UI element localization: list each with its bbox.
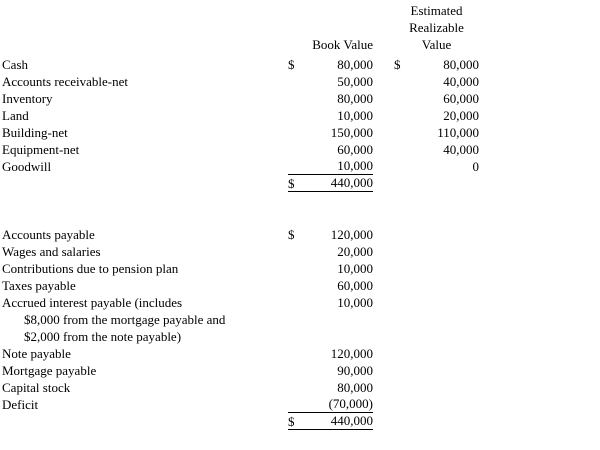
table-row-note xyxy=(0,328,600,345)
row-label: Goodwill xyxy=(2,159,52,174)
row-estimated-value: 60,000 xyxy=(443,91,479,106)
assets-total-row xyxy=(0,175,600,192)
table-row xyxy=(0,226,600,243)
estimated-realizable-header-line2: Realizable xyxy=(409,20,464,35)
liabilities-total-row xyxy=(0,413,600,430)
row-estimated-value: 110,000 xyxy=(437,125,479,140)
liabilities-total-book-value xyxy=(288,413,373,430)
row-book-value xyxy=(288,56,373,73)
table-row xyxy=(0,294,600,311)
row-label: Deficit xyxy=(2,397,39,412)
row-estimated-value xyxy=(394,56,479,73)
estimated-realizable-header-line3: Value xyxy=(421,37,452,52)
row-label: Contributions due to pension plan xyxy=(2,261,179,276)
row-book-value: 20,000 xyxy=(337,244,373,259)
table-row xyxy=(0,56,600,73)
row-label: Accounts receivable-net xyxy=(2,74,128,89)
row-label: Accrued interest payable (includes xyxy=(2,295,183,310)
row-label: Wages and salaries xyxy=(2,244,101,259)
row-book-amount: 120,000 xyxy=(330,227,373,242)
row-label: Equipment-net xyxy=(2,142,80,157)
book-value-header: Book Value xyxy=(312,37,373,52)
row-label: Note payable xyxy=(2,346,71,361)
estimated-realizable-header-line1: Estimated xyxy=(410,3,463,18)
table-row-note xyxy=(0,311,600,328)
row-book-value: 10,000 xyxy=(337,295,373,310)
row-book-value: 150,000 xyxy=(330,125,373,140)
row-label-continuation: $8,000 from the mortgage payable and xyxy=(24,312,226,327)
table-row xyxy=(0,73,600,90)
row-label: Mortgage payable xyxy=(2,363,97,378)
row-book-amount: 80,000 xyxy=(337,57,373,72)
row-book-value: 60,000 xyxy=(337,142,373,157)
row-label: Building-net xyxy=(2,125,68,140)
table-row xyxy=(0,90,600,107)
table-row xyxy=(0,141,600,158)
currency-symbol: $ xyxy=(394,57,401,72)
currency-symbol: $ xyxy=(288,414,295,429)
row-book-value: 10,000 xyxy=(337,261,373,276)
row-label: Accounts payable xyxy=(2,227,95,242)
row-estimated-value: 40,000 xyxy=(443,142,479,157)
row-book-value: 10,000 xyxy=(337,108,373,123)
row-book-value: 10,000 xyxy=(288,158,373,175)
row-estimated-value: 20,000 xyxy=(443,108,479,123)
row-book-value: 120,000 xyxy=(330,346,373,361)
table-row xyxy=(0,260,600,277)
row-label: Inventory xyxy=(2,91,53,106)
currency-symbol: $ xyxy=(288,176,295,191)
row-label-continuation: $2,000 from the note payable) xyxy=(24,329,182,344)
row-label: Land xyxy=(2,108,29,123)
liabilities-total-amount: 440,000 xyxy=(330,413,373,428)
assets-total-book-value xyxy=(288,175,373,192)
row-book-value: (70,000) xyxy=(288,396,373,413)
table-row xyxy=(0,379,600,396)
row-book-value: 80,000 xyxy=(337,91,373,106)
row-book-value: 90,000 xyxy=(337,363,373,378)
row-label: Capital stock xyxy=(2,380,71,395)
table-row xyxy=(0,124,600,141)
row-label: Taxes payable xyxy=(2,278,76,293)
table-row xyxy=(0,277,600,294)
row-book-value: 80,000 xyxy=(337,380,373,395)
currency-symbol: $ xyxy=(288,227,295,242)
row-label: Cash xyxy=(2,57,28,72)
table-row xyxy=(0,396,600,413)
table-row xyxy=(0,345,600,362)
currency-symbol: $ xyxy=(288,57,295,72)
row-estimated-value: 40,000 xyxy=(443,74,479,89)
row-estimated-value: 0 xyxy=(472,159,479,174)
table-row xyxy=(0,158,600,175)
table-row xyxy=(0,243,600,260)
table-row xyxy=(0,107,600,124)
row-book-value xyxy=(288,226,373,243)
table-row xyxy=(0,362,600,379)
row-estimated-amount: 80,000 xyxy=(443,57,479,72)
assets-total-amount: 440,000 xyxy=(330,175,373,190)
row-book-value: 50,000 xyxy=(337,74,373,89)
row-book-value: 60,000 xyxy=(337,278,373,293)
